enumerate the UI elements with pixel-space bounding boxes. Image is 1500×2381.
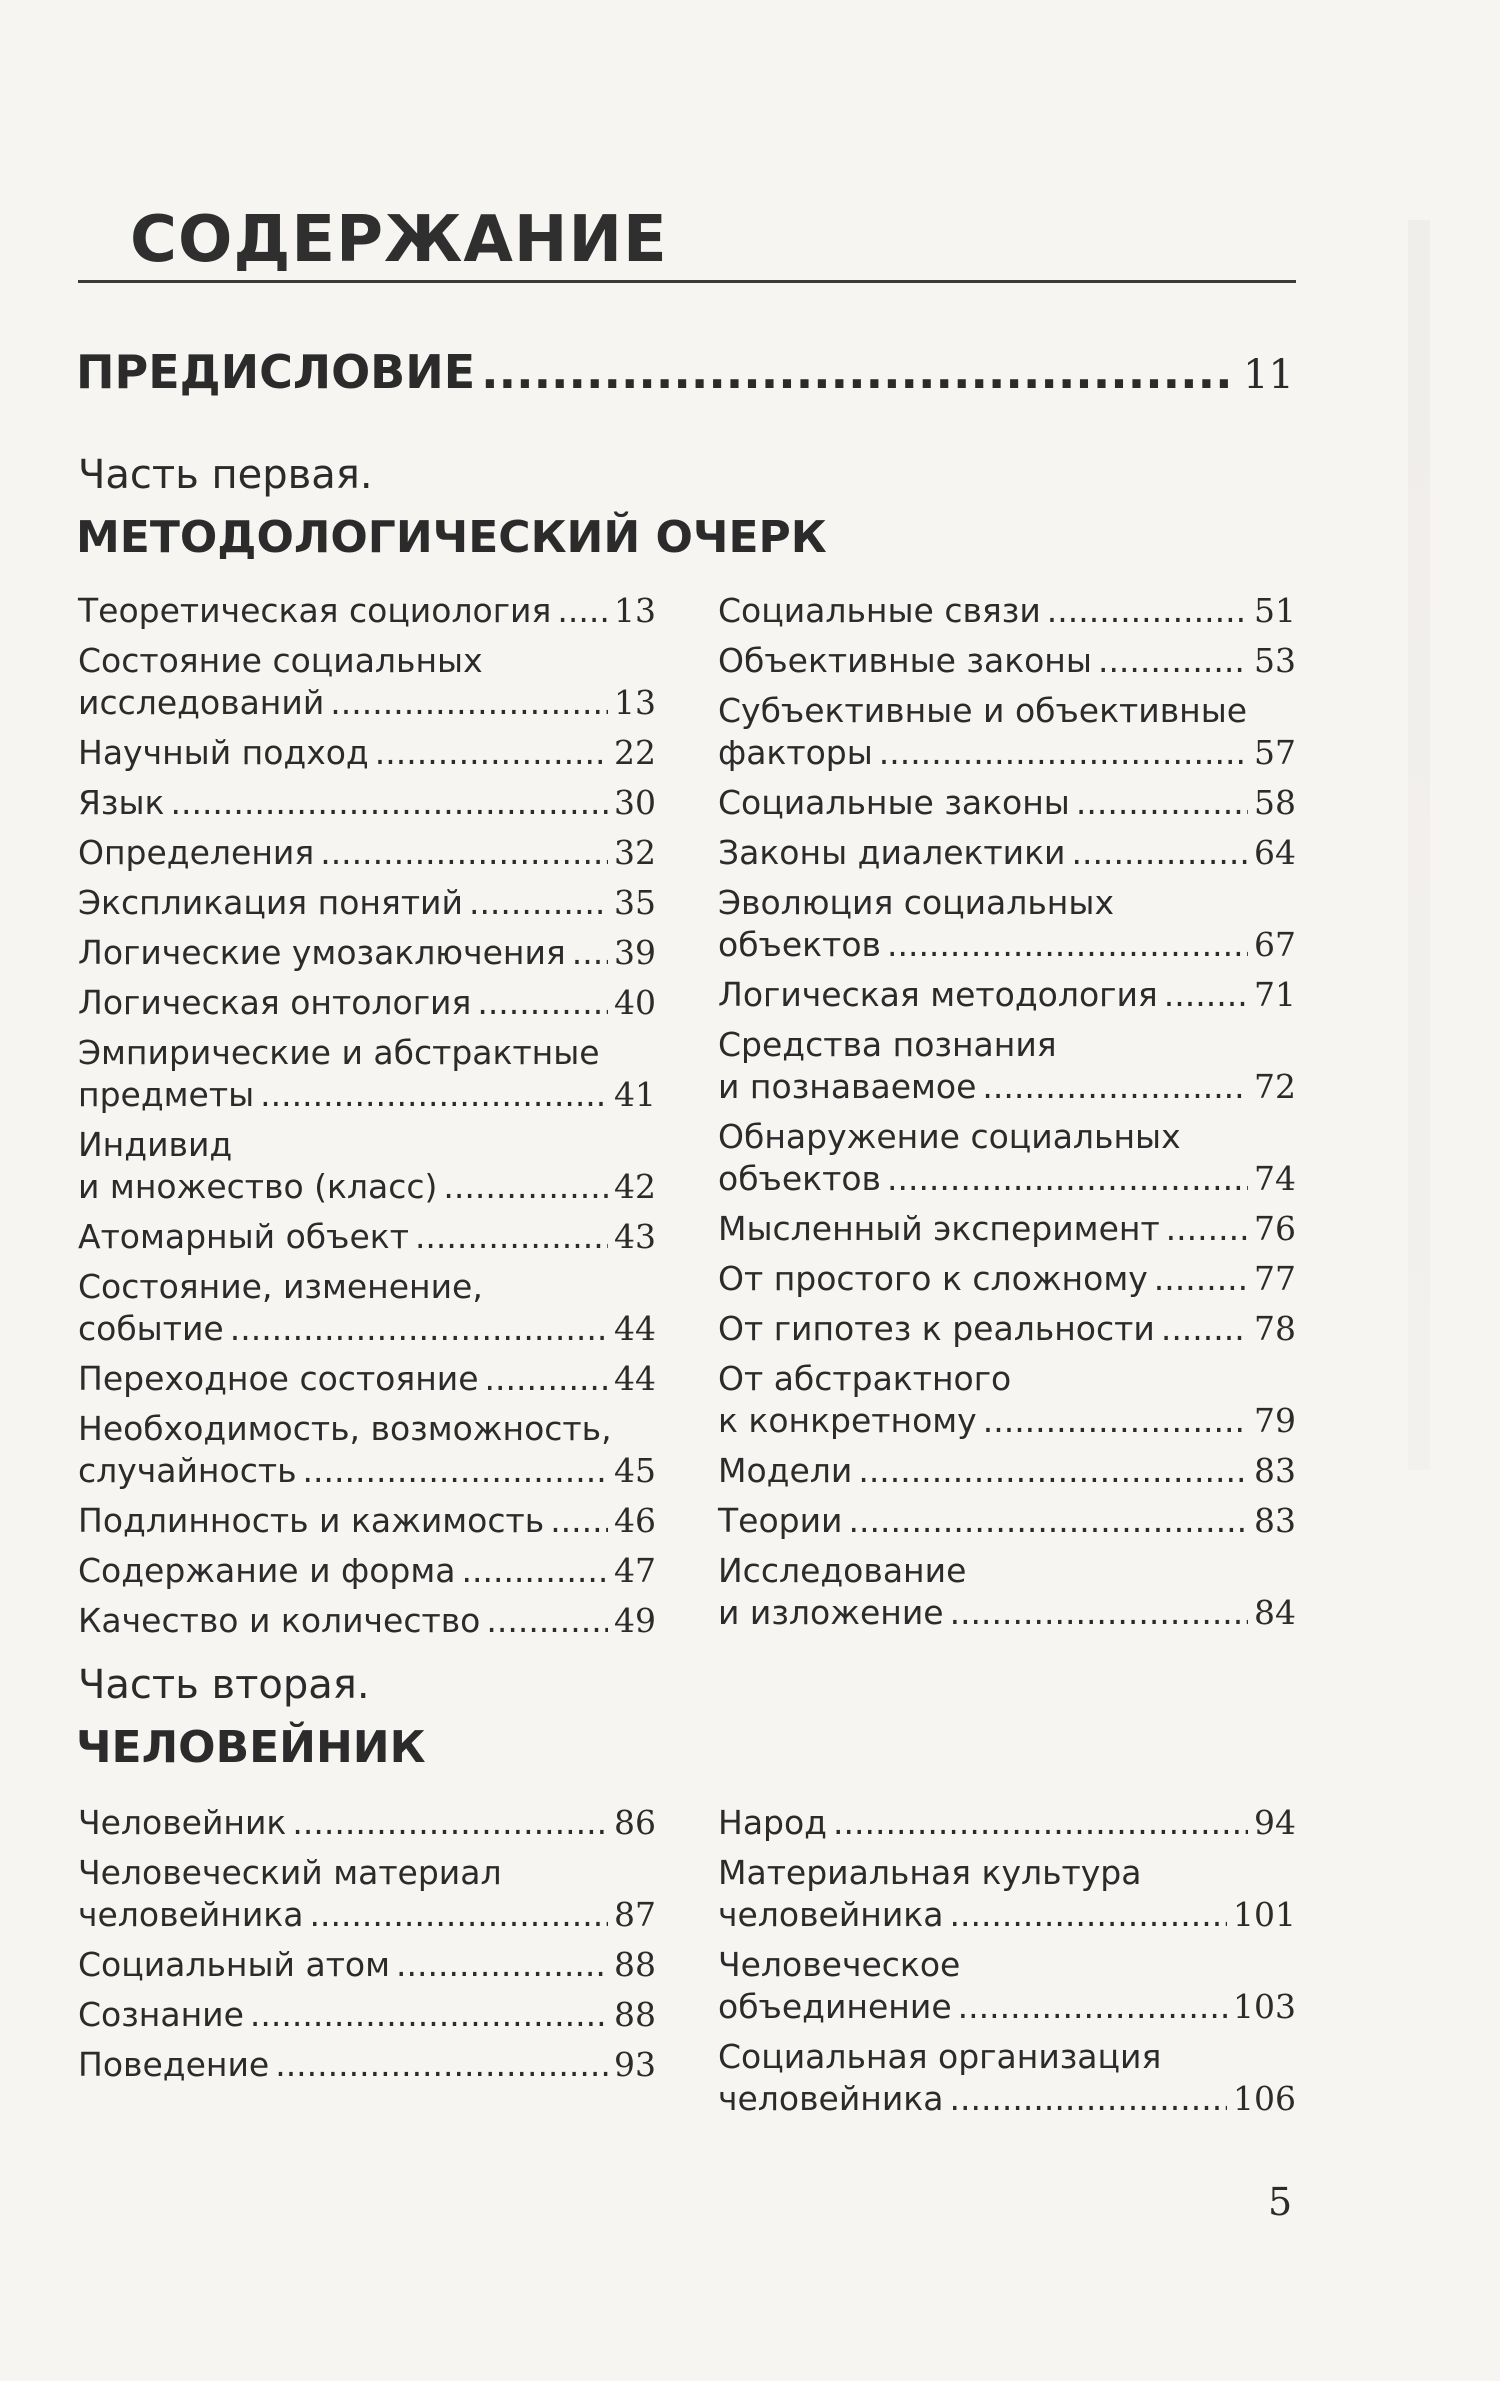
toc-entry-page: 49 [614,1601,656,1640]
toc-entry-row [718,1158,1296,1200]
toc-entry [78,982,656,1024]
bleed-through-strip [1408,220,1430,1470]
preface-page: 11 [1243,352,1294,398]
toc-entry-row [78,682,656,724]
toc-entry-title-line: Человеческое [718,1945,961,1984]
toc-entry-title-line: Материальная культура [718,1853,1142,1892]
toc-entry-page: 30 [614,783,656,822]
toc-entry-page: 40 [614,983,656,1022]
leader-dots [1161,1308,1248,1350]
toc-entry [718,782,1296,824]
toc-entry-page: 22 [614,733,656,772]
toc-entry-page: 13 [614,591,656,630]
toc-entry-page: 46 [614,1501,656,1540]
toc-entry-page: 79 [1254,1401,1296,1440]
toc-entry-page: 83 [1254,1451,1296,1490]
title-rule [78,280,1296,283]
toc-entry-title: Логическая методология [718,975,1158,1014]
toc-entry-page: 101 [1233,1895,1296,1934]
toc-entry-page: 39 [614,933,656,972]
toc-entry-row [78,832,656,874]
toc-entry-page: 44 [614,1309,656,1348]
toc-entry-page: 103 [1233,1987,1296,2026]
toc-entry-title: Мысленный эксперимент [718,1209,1160,1248]
toc-entry-title: Логическая онтология [78,983,472,1022]
toc-entry-row [78,882,656,924]
toc-entry [718,1116,1296,1200]
toc-entry-title: к конкретному [718,1401,977,1440]
leader-dots [481,345,1237,399]
toc-entry-title-line: Состояние, изменение, [78,1267,483,1306]
toc-entry [718,882,1296,966]
leader-dots [250,1994,608,2036]
toc-entry-title: От простого к сложному [718,1259,1148,1298]
toc-entry [718,1308,1296,1350]
toc-entry [78,832,656,874]
leader-dots [557,590,608,632]
leader-dots [486,1600,608,1642]
toc-entry-page: 13 [614,683,656,722]
leader-dots [303,1450,608,1492]
leader-dots [275,2044,608,2086]
toc-entry [78,1358,656,1400]
leader-dots [1047,590,1248,632]
toc-entry-page: 35 [614,883,656,922]
leader-dots [833,1802,1248,1844]
toc-entry-row [78,982,656,1024]
toc-entry [718,1550,1296,1634]
toc-entry [718,974,1296,1016]
toc-entry-row [718,782,1296,824]
toc-entry-title: Определения [78,833,315,872]
toc-entry-page: 32 [614,833,656,872]
toc-entry-row [718,1308,1296,1350]
toc-entry-page: 77 [1254,1259,1296,1298]
toc-entry-page: 53 [1254,641,1296,680]
toc-entry-page: 44 [614,1359,656,1398]
leader-dots [477,982,608,1024]
toc-entry-title: предметы [78,1075,255,1114]
toc-entry-row [718,1894,1296,1936]
toc-entry-page: 51 [1254,591,1296,630]
toc-entry-row [78,1894,656,1936]
toc-entry-page: 43 [614,1217,656,1256]
toc-entry [718,1024,1296,1108]
leader-dots [1166,1208,1248,1250]
toc-entry [78,1994,656,2036]
leader-dots [949,2078,1227,2120]
toc-entry-page: 87 [614,1895,656,1934]
part2-right-column [718,1802,1296,2128]
leader-dots [461,1550,608,1592]
leader-dots [950,1592,1248,1634]
toc-entry-row [78,590,656,632]
toc-entry-page: 106 [1233,2079,1296,2118]
leader-dots [982,1066,1248,1108]
toc-entry-row [78,1600,656,1642]
toc-entry-title: событие [78,1309,224,1348]
leader-dots [1154,1258,1248,1300]
part2-label: Часть вторая. [78,1662,370,1708]
leader-dots [320,832,608,874]
toc-entry-title: объединение [718,1987,952,2026]
toc-entry [78,1944,656,1986]
toc-entry-row [718,732,1296,774]
toc-entry-row [78,782,656,824]
toc-entry-row [718,1986,1296,2028]
leader-dots [375,732,608,774]
toc-entry-page: 88 [614,1945,656,1984]
leader-dots [292,1802,608,1844]
toc-entry [78,932,656,974]
toc-entry-row [718,974,1296,1016]
toc-entry [78,1600,656,1642]
leader-dots [550,1500,608,1542]
leader-dots [170,782,608,824]
leader-dots [396,1944,608,1986]
toc-entry-title: Народ [718,1803,827,1842]
leader-dots [1098,640,1248,682]
toc-entry [718,1450,1296,1492]
part2-left-column [78,1802,656,2094]
toc-entry-title: Экспликация понятий [78,883,463,922]
toc-entry-title-line: Человеческий материал [78,1853,502,1892]
toc-entry-row [78,1216,656,1258]
toc-entry [78,1408,656,1492]
toc-entry-page: 47 [614,1551,656,1590]
leader-dots [949,1894,1227,1936]
leader-dots [230,1308,608,1350]
toc-entry-page: 67 [1254,925,1296,964]
toc-entry-title: Сознание [78,1995,244,2034]
toc-entry-page: 84 [1254,1593,1296,1632]
toc-entry-page: 83 [1254,1501,1296,1540]
part1-title: МЕТОДОЛОГИЧЕСКИЙ ОЧЕРК [76,512,827,563]
toc-entry-title-line: Необходимость, возможность, [78,1409,612,1448]
toc-entry-title: Социальные связи [718,591,1041,630]
toc-entry-title: человейника [718,2079,944,2118]
toc-entry-title: Объективные законы [718,641,1092,680]
part1-right-column [718,590,1296,1642]
preface-label: ПРЕДИСЛОВИЕ [76,345,476,399]
toc-entry [718,1802,1296,1844]
toc-entry [718,1358,1296,1442]
toc-entry-title: исследований [78,683,325,722]
toc-entry-title-line: От абстрактного [718,1359,1012,1398]
toc-entry-page: 41 [614,1075,656,1114]
leader-dots [1164,974,1248,1016]
toc-entry [78,1500,656,1542]
toc-entry-page: 74 [1254,1159,1296,1198]
toc-entry-row [718,1592,1296,1634]
toc-entry [718,590,1296,632]
toc-entry-title: объектов [718,925,881,964]
leader-dots [879,732,1248,774]
toc-entry-row [78,932,656,974]
toc-entry-page: 76 [1254,1209,1296,1248]
toc-entry-title: Поведение [78,2045,270,2084]
toc-entry-row [718,2078,1296,2120]
toc-entry-title: Переходное состояние [78,1359,479,1398]
part1-left-column [78,590,656,1650]
toc-entry [78,882,656,924]
toc-entry-page: 88 [614,1995,656,2034]
toc-entry [78,732,656,774]
leader-dots [983,1400,1248,1442]
toc-entry [718,1500,1296,1542]
toc-entry [718,1208,1296,1250]
toc-entry-title: Социальные законы [718,783,1070,822]
toc-entry-row [78,1802,656,1844]
toc-entry-title-line: Средства познания [718,1025,1057,1064]
toc-entry-title: Атомарный объект [78,1217,409,1256]
toc-entry [78,2044,656,2086]
toc-entry [78,590,656,632]
toc-entry-page: 72 [1254,1067,1296,1106]
toc-entry [78,1802,656,1844]
toc-entry-title-line: Субъективные и объективные [718,691,1248,730]
leader-dots [260,1074,608,1116]
toc-entry-page: 57 [1254,733,1296,772]
leader-dots [887,1158,1248,1200]
toc-preface [76,345,1294,399]
toc-entry [78,1550,656,1592]
toc-entry-page: 71 [1254,975,1296,1014]
toc-entry-row [718,590,1296,632]
toc-entry [78,1266,656,1350]
toc-entry [718,832,1296,874]
page-number: 5 [1268,2180,1293,2224]
toc-entry [718,2036,1296,2120]
toc-entry-title-line: Исследование [718,1551,967,1590]
leader-dots [485,1358,608,1400]
toc-entry-title-line: Социальная организация [718,2037,1162,2076]
toc-entry-title: Теории [718,1501,843,1540]
toc-entry-row [78,732,656,774]
toc-entry-title: Научный подход [78,733,369,772]
toc-entry-row [78,1308,656,1350]
toc-entry-row [78,1074,656,1116]
leader-dots [309,1894,608,1936]
leader-dots [469,882,608,924]
toc-entry-title: случайность [78,1451,297,1490]
toc-entry [718,690,1296,774]
toc-entry-row [718,1802,1296,1844]
toc-entry-title: и познаваемое [718,1067,977,1106]
toc-entry-title: Содержание и форма [78,1551,456,1590]
toc-entry-row [78,1550,656,1592]
toc-entry-title: Подлинность и кажимость [78,1501,545,1540]
leader-dots [415,1216,608,1258]
leader-dots [849,1500,1249,1542]
toc-entry-page: 93 [614,2045,656,2084]
toc-entry-row [78,1500,656,1542]
toc-entry [78,1032,656,1116]
toc-entry-page: 86 [614,1803,656,1842]
toc-entry-title: и изложение [718,1593,944,1632]
toc-entry [78,640,656,724]
toc-entry-title: Человейник [78,1803,287,1842]
toc-entry-page: 42 [614,1167,656,1206]
toc-entry-title-line: Состояние социальных [78,641,483,680]
toc-entry-row [718,1500,1296,1542]
toc-entry-title: Законы диалектики [718,833,1066,872]
toc-entry-row [718,1208,1296,1250]
leader-dots [572,932,608,974]
leader-dots [958,1986,1227,2028]
toc-entry-row [78,1450,656,1492]
toc-entry-row [718,1258,1296,1300]
toc-entry-title: От гипотез к реальности [718,1309,1155,1348]
toc-entry-row [78,2044,656,2086]
toc-entry-page: 94 [1254,1803,1296,1842]
toc-entry-title: Теоретическая социология [78,591,552,630]
toc-entry-title-line: Обнаружение социальных [718,1117,1181,1156]
page-title: СОДЕРЖАНИЕ [130,203,668,277]
toc-entry-title: объектов [718,1159,881,1198]
toc-entry-title-line: Эмпирические и абстрактные [78,1033,600,1072]
toc-entry [718,1852,1296,1936]
toc-entry-title: Язык [78,783,165,822]
toc-entry [78,1124,656,1208]
toc-entry-page: 64 [1254,833,1296,872]
toc-entry [78,1852,656,1936]
toc-entry-page: 45 [614,1451,656,1490]
toc-entry-row [718,924,1296,966]
leader-dots [443,1166,608,1208]
leader-dots [858,1450,1248,1492]
toc-entry [78,782,656,824]
leader-dots [1076,782,1248,824]
toc-entry-row [78,1994,656,2036]
part1-label: Часть первая. [78,452,373,498]
toc-entry-row [78,1944,656,1986]
toc-entry-row [718,1066,1296,1108]
toc-entry-row [718,832,1296,874]
part2-title: ЧЕЛОВЕЙНИК [76,1722,426,1773]
toc-entry-page: 78 [1254,1309,1296,1348]
toc-entry-row [718,640,1296,682]
leader-dots [1071,832,1248,874]
toc-entry-title: Модели [718,1451,853,1490]
toc-entry [718,640,1296,682]
toc-entry [718,1258,1296,1300]
toc-entry-title-line: Индивид [78,1125,233,1164]
toc-entry-title: Логические умозаключения [78,933,566,972]
toc-entry-title: и множество (класс) [78,1167,438,1206]
toc-entry [78,1216,656,1258]
toc-entry [718,1944,1296,2028]
toc-entry-row [78,1358,656,1400]
toc-entry-title: Качество и количество [78,1601,481,1640]
toc-entry-title: человейника [78,1895,304,1934]
toc-entry-row [718,1450,1296,1492]
toc-entry-title: факторы [718,733,873,772]
toc-entry-page: 58 [1254,783,1296,822]
leader-dots [330,682,608,724]
leader-dots [887,924,1248,966]
toc-entry-row [78,1166,656,1208]
toc-entry-title: Социальный атом [78,1945,391,1984]
toc-entry-title-line: Эволюция социальных [718,883,1114,922]
toc-entry-title: человейника [718,1895,944,1934]
toc-entry-row [718,1400,1296,1442]
